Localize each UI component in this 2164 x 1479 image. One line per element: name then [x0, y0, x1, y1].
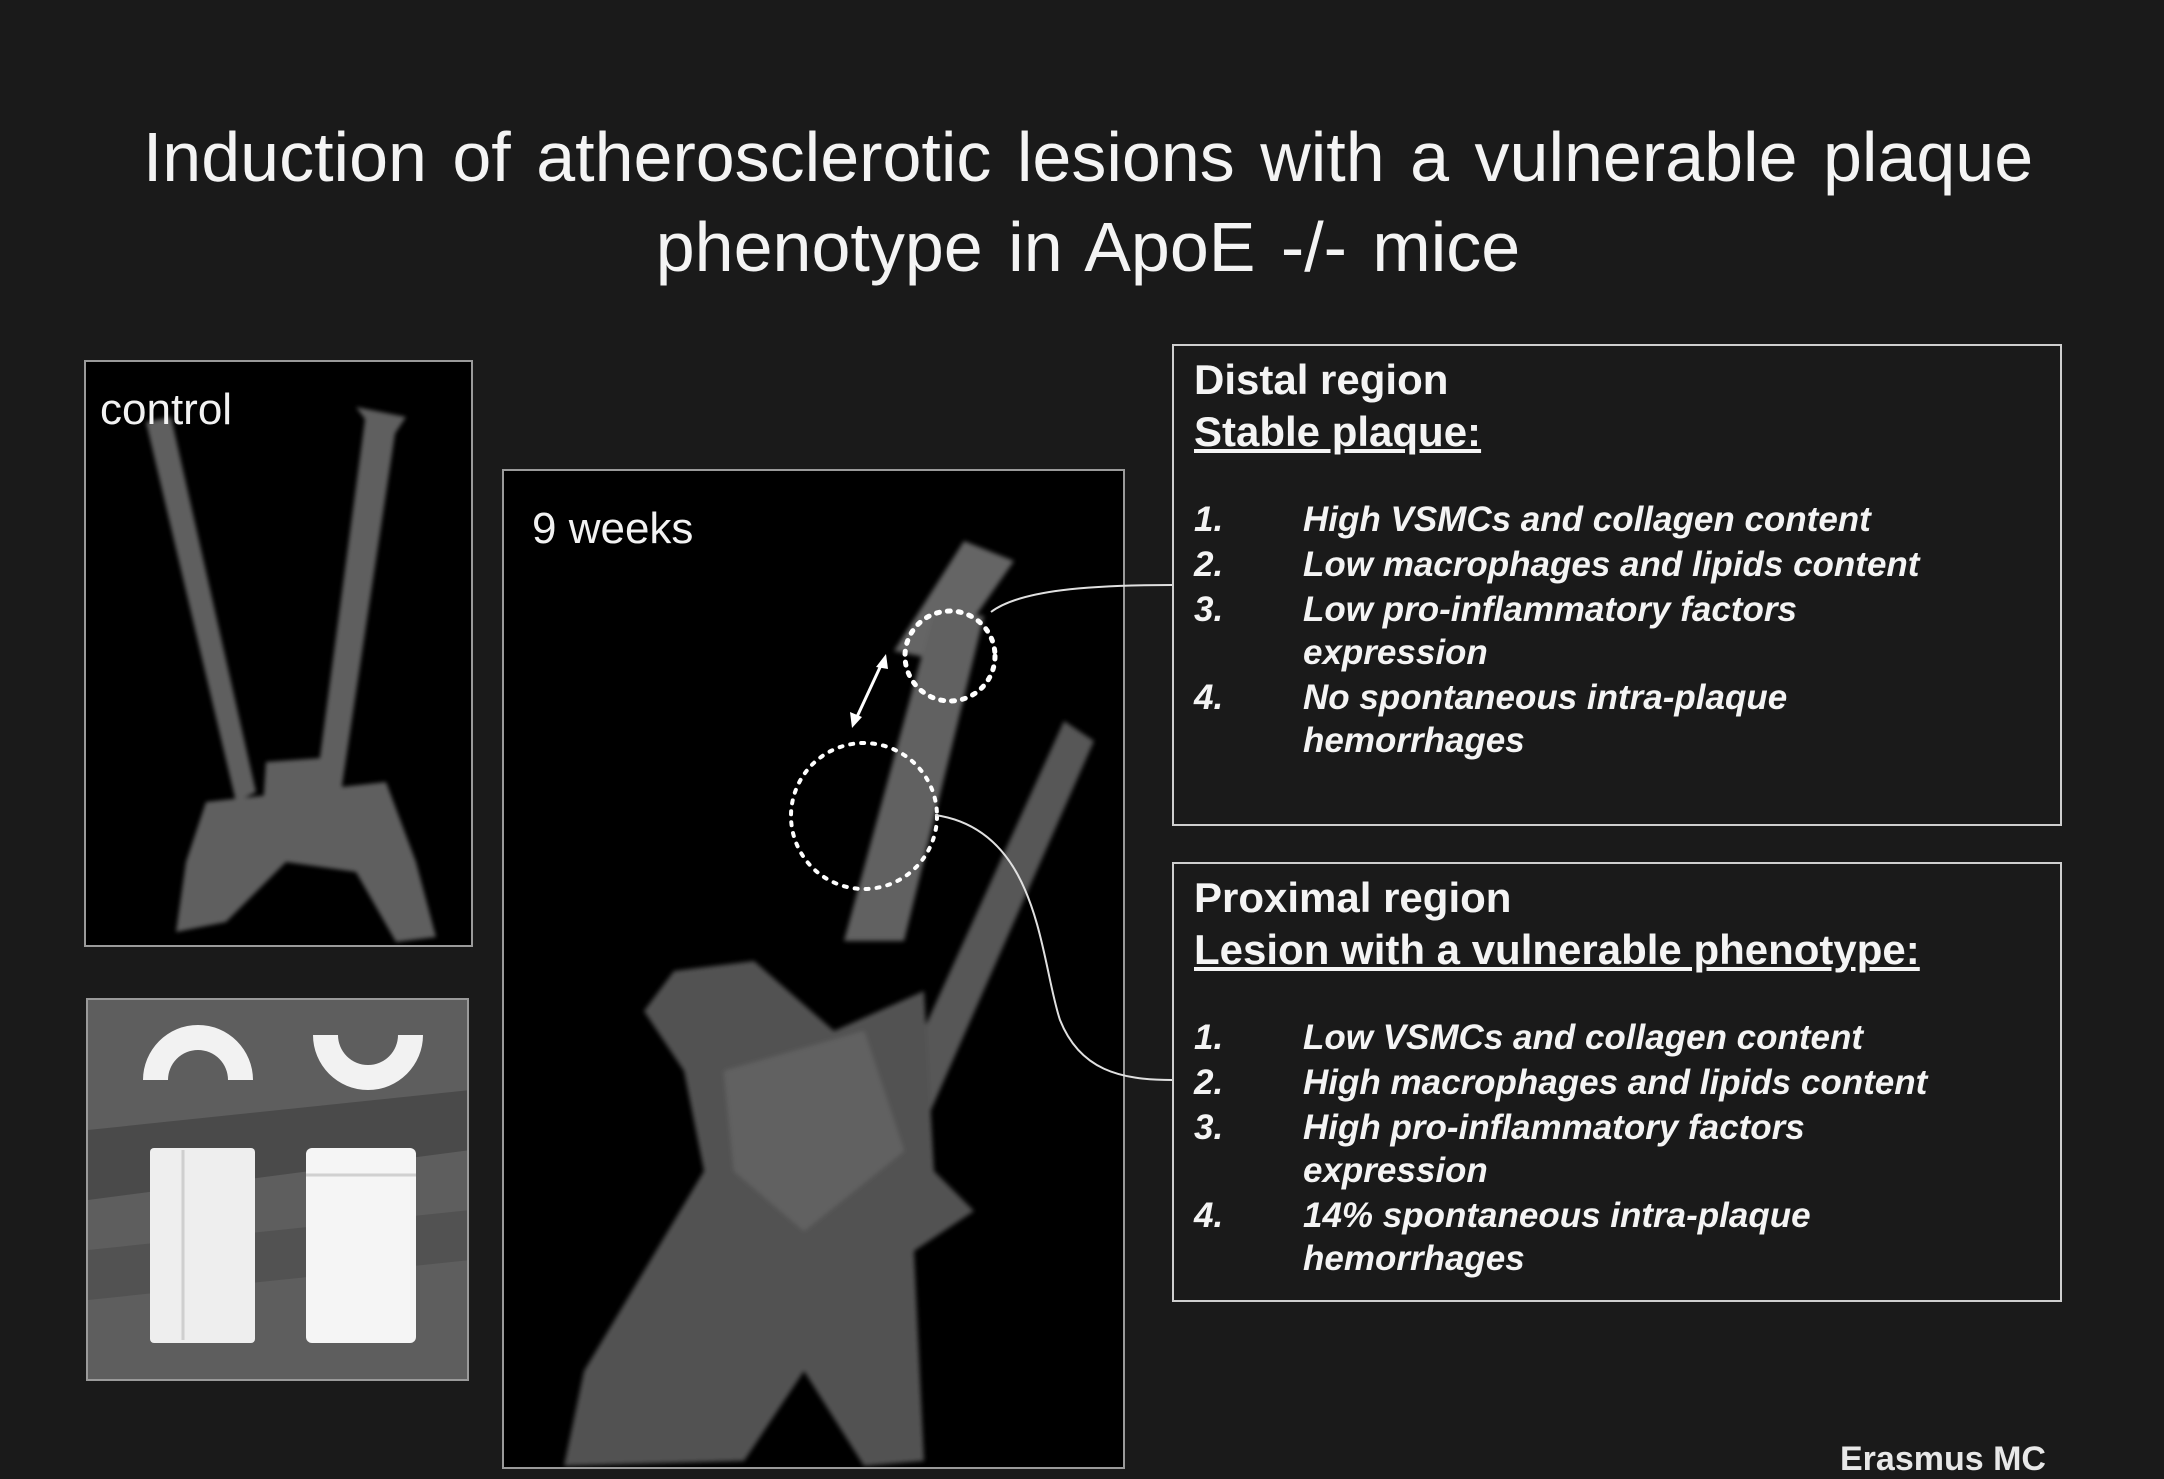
erasmus-logo: Erasmus MC — [1840, 1440, 2046, 1478]
item-number: 3. — [1194, 590, 1224, 629]
proximal-list — [1194, 1016, 2040, 1280]
distal-list — [1194, 498, 2040, 762]
item-text: High VSMCs and collagen content — [1303, 500, 1871, 539]
proximal-heading: Proximal region — [1194, 874, 1512, 921]
device-photo-panel — [86, 998, 469, 1381]
list-item — [1194, 588, 2040, 674]
proximal-region-box — [1172, 862, 2062, 1302]
proximal-subheading: Lesion with a vulnerable phenotype: — [1194, 926, 1920, 973]
item-text: Low pro-inflammatory factors expression — [1303, 590, 1797, 672]
item-number: 2. — [1194, 545, 1224, 584]
item-number: 1. — [1194, 1018, 1224, 1057]
list-item — [1194, 498, 2040, 541]
distal-subheading: Stable plaque: — [1194, 408, 1482, 455]
device-photo — [88, 1000, 469, 1381]
item-text: Low macrophages and lipids content — [1303, 545, 1920, 584]
distal-region-box — [1172, 344, 2062, 826]
item-text: High macrophages and lipids content — [1303, 1063, 1928, 1102]
list-item — [1194, 1106, 2040, 1192]
control-artery-image — [86, 362, 473, 947]
nine-weeks-label: 9 weeks — [532, 504, 694, 553]
distal-heading: Distal region — [1194, 356, 1449, 403]
list-item — [1194, 1194, 2040, 1280]
nine-weeks-artery-image — [504, 471, 1125, 1469]
item-number: 1. — [1194, 500, 1224, 539]
item-text: No spontaneous intra-plaque hemorrhages — [1303, 678, 1788, 760]
item-number: 4. — [1194, 1196, 1224, 1235]
control-image-panel — [84, 360, 473, 947]
item-text: Low VSMCs and collagen content — [1303, 1018, 1864, 1057]
item-text: High pro-inflammatory factors expression — [1303, 1108, 1805, 1190]
list-item — [1194, 676, 2040, 762]
item-number: 2. — [1194, 1063, 1224, 1102]
item-number: 4. — [1194, 678, 1224, 717]
list-item — [1194, 543, 2040, 586]
item-number: 3. — [1194, 1108, 1224, 1147]
list-item — [1194, 1016, 2040, 1059]
nine-weeks-image-panel — [502, 469, 1125, 1469]
item-text: 14% spontaneous intra-plaque hemorrhages — [1303, 1196, 1811, 1278]
slide-title: Induction of atherosclerotic lesions with a vulnerable plaque phenotype in ApoE -/- mice — [142, 118, 2034, 286]
list-item — [1194, 1061, 2040, 1104]
control-label: control — [100, 385, 233, 434]
